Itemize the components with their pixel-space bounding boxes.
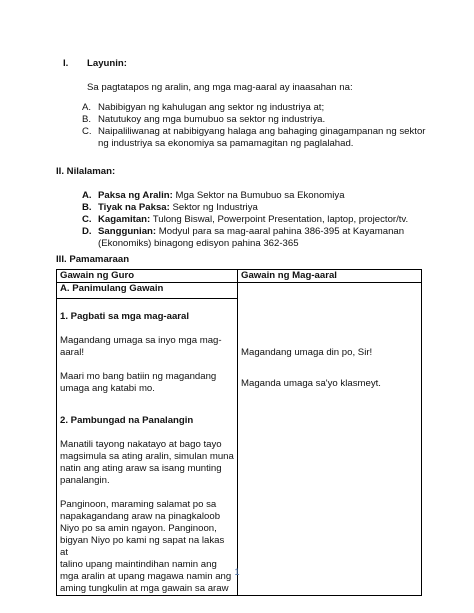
guro-line: aaral! xyxy=(60,347,84,358)
nilalaman-a-label: Paksa ng Aralin: xyxy=(98,190,173,201)
nilalaman-c-value: Tulong Biswal, Powerpoint Presentation, laptop, projector/tv. xyxy=(152,214,409,225)
guro-line: natin ang ating araw sa isang munting xyxy=(60,463,222,474)
nilalaman-d-label: Sanggunian: xyxy=(98,226,157,237)
section-ii-heading: II. Nilalaman: xyxy=(56,166,116,177)
nilalaman-b-label: Tiyak na Paksa: xyxy=(98,202,170,213)
sub-heading-panalangin: 2. Pambungad na Panalangin xyxy=(60,415,194,426)
page-number: 1 xyxy=(234,567,240,577)
layunin-item-b-letter: B. xyxy=(82,114,92,125)
section-iii-heading: III. Pamamaraan xyxy=(56,254,130,265)
guro-line: Niyo po sa amin ngayon. Panginoon, xyxy=(60,523,217,534)
nilalaman-d-letter: D. xyxy=(82,226,92,237)
guro-line: mga aralin at upang magawa namin ang xyxy=(60,571,232,582)
table-row xyxy=(57,283,422,299)
guro-line: magsimula sa ating aralin, simulan muna xyxy=(60,451,234,462)
guro-line: bigyan Niyo po kami ng sapat na lakas at xyxy=(60,535,225,558)
guro-line: napakagandang araw na pinagkaloob xyxy=(60,511,221,522)
pamamaraan-table xyxy=(56,269,422,596)
sub-heading-pagbati: 1. Pagbati sa mga mag-aaral xyxy=(60,311,190,322)
section-i-roman: I. xyxy=(63,58,69,69)
nilalaman-b-letter: B. xyxy=(82,202,92,213)
nilalaman-item-c xyxy=(98,214,408,226)
nilalaman-d-line2: (Ekonomiks) binagong edisyon pahina 362-365 xyxy=(98,238,299,249)
guro-line: Magandang umaga sa inyo mga mag- xyxy=(60,335,222,346)
layunin-item-a-letter: A. xyxy=(82,102,92,113)
layunin-item-a: Nabibigyan ng kahulugan ang sektor ng industriya at; xyxy=(98,102,325,113)
student-response-2: Maganda umaga sa'yo klasmeyt. xyxy=(241,378,381,389)
nilalaman-item-b xyxy=(98,202,258,214)
nilalaman-d-value: Modyul para sa mag-aaral pahina 386-395 at Kayamanan xyxy=(158,226,405,237)
nilalaman-a-letter: A. xyxy=(82,190,92,201)
table-header-row xyxy=(57,270,422,283)
guro-line: talino upang maintindihan namin ang xyxy=(60,559,217,570)
guro-line: Manatili tayong nakatayo at bago tayo xyxy=(60,439,222,450)
nilalaman-item-a xyxy=(98,190,345,202)
guro-line: aming tungkulin at mga gawain sa araw xyxy=(60,583,229,594)
nilalaman-b-value: Sektor ng Industriya xyxy=(172,202,258,213)
layunin-intro: Sa pagtatapos ng aralin, ang mga mag-aaral ay inaasahan na: xyxy=(87,82,353,93)
layunin-item-c-line1: Naipaliliwanag at nabibigyang halaga ang bahaging ginagampanan ng sektor xyxy=(98,126,426,137)
student-response-1: Magandang umaga din po, Sir! xyxy=(241,347,373,358)
guro-line: panalangin. xyxy=(60,475,110,486)
guro-line: Panginoon, maraming salamat po sa xyxy=(60,499,217,510)
layunin-item-c-line2: ng industriya sa ekonomiya sa pamamagitan ng paglalahad. xyxy=(98,138,354,149)
section-a-heading: A. Panimulang Gawain xyxy=(57,283,238,299)
nilalaman-c-letter: C. xyxy=(82,214,92,225)
guro-cell xyxy=(57,299,238,596)
guro-line: Maari mo bang batiin ng magandang xyxy=(60,371,217,382)
layunin-item-b: Natutukoy ang mga bumubuo sa sektor ng industriya. xyxy=(98,114,326,125)
layunin-item-c-letter: C. xyxy=(82,126,92,137)
col-header-mag-aaral: Gawain ng Mag-aaral xyxy=(238,270,422,283)
nilalaman-c-label: Kagamitan: xyxy=(98,214,151,225)
section-i-heading: Layunin: xyxy=(87,58,127,69)
nilalaman-item-d xyxy=(98,226,420,238)
guro-line: umaga ang katabi mo. xyxy=(60,383,155,394)
mag-aaral-cell xyxy=(238,283,422,596)
nilalaman-a-value: Mga Sektor na Bumubuo sa Ekonomiya xyxy=(175,190,345,201)
col-header-guro: Gawain ng Guro xyxy=(57,270,238,283)
